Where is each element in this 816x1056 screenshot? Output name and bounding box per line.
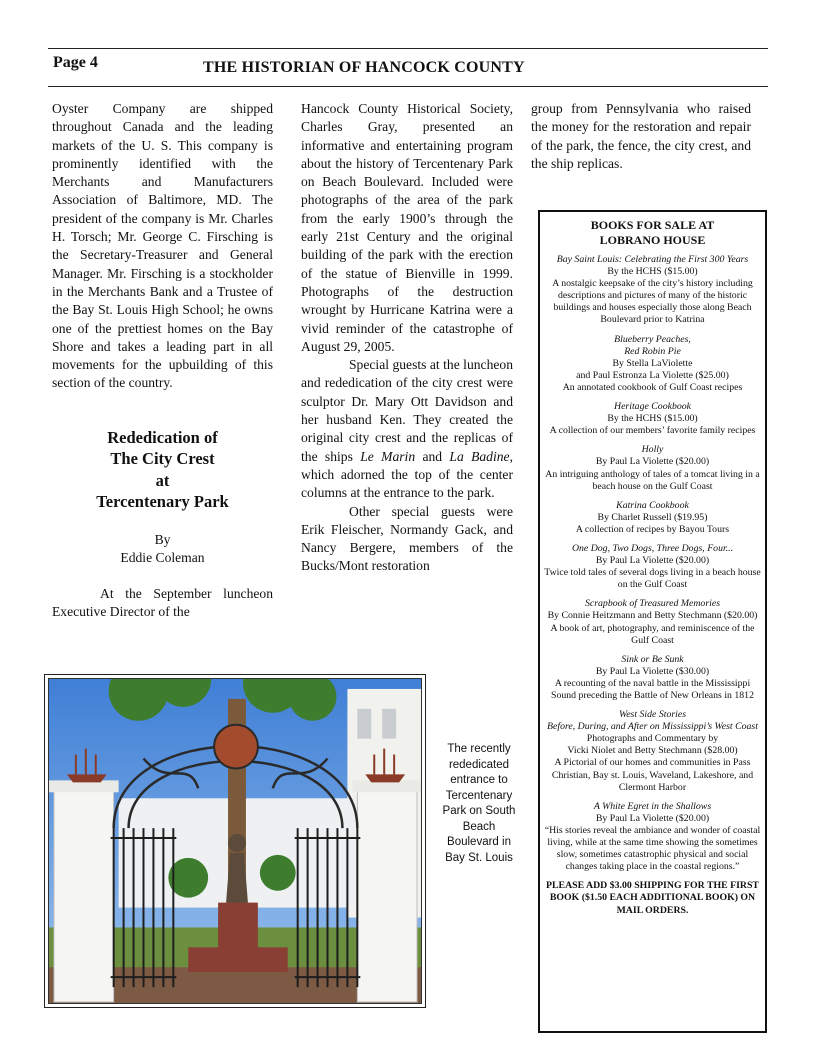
article-paragraph bbox=[301, 356, 513, 502]
article-paragraph: Hancock County Historical Society, Charles Gray, presented an informative and entertaining program about the history of Tercentenary Park on Beach Boulevard. Included were photographs of the area of the park from the early 1900’s through the early 21st Century and the original building of the park with the erection of the statue of Bienville in 1999. Photographs of the destruction wrought by Hurricane Katrina were a vivid reminder of the catastrophe of August 29, 2005. bbox=[301, 101, 513, 354]
header-bottom-rule bbox=[48, 86, 768, 87]
shipping-note: PLEASE ADD $3.00 SHIPPING FOR THE FIRST BOOK ($1.50 EACH ADDITIONAL BOOK) ON MAIL ORDERS. bbox=[546, 880, 759, 916]
book-detail: and Paul Estronza La Violette ($25.00) bbox=[576, 369, 729, 381]
book-entry bbox=[544, 598, 761, 646]
book-list bbox=[544, 254, 761, 873]
text-run: , which adorned the top of the center columns at the entrance to the park. bbox=[301, 448, 513, 501]
book-title: Blueberry Peaches, bbox=[614, 333, 691, 345]
book-detail: By Connie Heitzmann and Betty Stechmann ($20.00) bbox=[547, 610, 758, 622]
book-title: Katrina Cookbook bbox=[616, 499, 689, 511]
headline-line: Tercentenary Park bbox=[96, 492, 229, 512]
book-title: Scrapbook of Treasured Memories bbox=[584, 598, 721, 610]
byline-by: By bbox=[154, 531, 171, 547]
headline-line: at bbox=[155, 470, 170, 490]
book-title: One Dog, Two Dogs, Three Dogs, Four... bbox=[571, 542, 734, 554]
book-entry bbox=[544, 709, 761, 794]
book-detail: By Stella LaViolette bbox=[612, 357, 693, 369]
book-title: West Side Stories bbox=[618, 709, 687, 721]
book-entry bbox=[544, 543, 761, 591]
byline-author: Eddie Coleman bbox=[120, 549, 205, 565]
photo-caption: The recently rededicated entrance to Tercentenary Park on South Beach Boulevard in Bay St. Louis bbox=[442, 743, 516, 864]
book-detail: Vicki Niolet and Betty Stechmann ($28.00) bbox=[567, 745, 738, 757]
book-detail: A book of art, photography, and reminiscence of the Gulf Coast bbox=[550, 622, 755, 646]
top-rule bbox=[48, 48, 768, 49]
column-1 bbox=[52, 100, 273, 621]
book-detail: A nostalgic keepsake of the city’s history including descriptions and pictures of many of the historic buildings and houses especially those along Beach Boulevard prior to Katrina bbox=[552, 278, 753, 326]
book-entry bbox=[544, 401, 761, 437]
headline-line: Rededication of bbox=[107, 427, 218, 447]
article-paragraph: Other special guests were Erik Fleischer, Normandy Gack, and Nancy Bergere, members of the Bucks/Mont restoration bbox=[301, 503, 513, 574]
book-entry bbox=[544, 500, 761, 536]
book-detail: By Paul La Violette ($20.00) bbox=[595, 812, 710, 824]
book-title: Bay Saint Louis: Celebrating the First 300 Years bbox=[556, 254, 749, 265]
book-detail: A collection of our members’ favorite family recipes bbox=[549, 425, 756, 437]
book-entry bbox=[544, 801, 761, 874]
book-entry bbox=[544, 654, 761, 702]
headline-line: The City Crest bbox=[110, 449, 215, 469]
book-detail: An intriguing anthology of tales of a tomcat living in a beach house on the Gulf Coast bbox=[545, 468, 760, 492]
masthead-title: THE HISTORIAN OF HANCOCK COUNTY bbox=[203, 59, 525, 76]
book-entry bbox=[544, 334, 761, 394]
book-detail: By Paul La Violette ($30.00) bbox=[595, 665, 710, 677]
book-detail: Twice told tales of several dogs living in a beach house on the Gulf Coast bbox=[544, 567, 761, 591]
article-headline bbox=[52, 427, 273, 513]
text-run: and bbox=[415, 448, 450, 464]
book-detail: “His stories reveal the ambiance and wonder of coastal living, while at the same time showing the sometimes slow, sometimes catastrophic physical and social changes taking place in the coastal regions.” bbox=[544, 824, 761, 873]
text-run: Special guests at the luncheon and rededication of the city crest were sculptor Dr. Mary Ott Davidson and her husband Ken. They created the original city crest and the replicas of the ships bbox=[301, 357, 513, 464]
book-title: Before, During, and After on Mississippi’s West Coast bbox=[547, 721, 758, 733]
column-2 bbox=[301, 100, 513, 576]
book-detail: By the HCHS ($15.00) bbox=[607, 413, 698, 425]
book-title: Holly bbox=[641, 444, 664, 456]
book-title: Sink or Be Sunk bbox=[621, 653, 684, 665]
book-detail: Photographs and Commentary by bbox=[586, 733, 719, 745]
book-entry bbox=[544, 444, 761, 492]
book-title: Red Robin Pie bbox=[624, 345, 681, 357]
column-3 bbox=[531, 100, 751, 173]
books-heading-line: LOBRANO HOUSE bbox=[599, 233, 706, 247]
oyster-company-paragraph: Oyster Company are shipped throughout Canada and the leading markets of the U. S. This company is prominently identified with the Merchants and Manufacturers Association of Baltimore, MD. The president of the company is Mr. Charles H. Torsch; Mr. George C. Firsching is the Secretary-Treasurer and General Manager. Mr. Firsching is a stockholder in the Merchants Bank and a Trustee of the Bay St. Louis High School; he owns one of the prettiest homes on the Bay Shore and takes a leading part in all movements for the upbuilding of this section of the country. bbox=[52, 101, 273, 391]
books-for-sale-box bbox=[538, 210, 767, 1033]
book-detail: By the HCHS ($15.00) bbox=[607, 266, 698, 278]
book-entry bbox=[544, 254, 761, 327]
books-heading-line: BOOKS FOR SALE AT bbox=[590, 218, 715, 232]
ship-name: La Badine bbox=[449, 448, 510, 464]
ship-name: Le Marin bbox=[360, 448, 416, 464]
book-detail: A recounting of the naval battle in the Mississippi Sound preceding the Battle of New Orleans in 1812 bbox=[551, 677, 754, 701]
article-paragraph: group from Pennsylvania who raised the money for the restoration and repair of the park, the fence, the city crest, and the ship replicas. bbox=[531, 101, 751, 171]
book-title: A White Egret in the Shallows bbox=[593, 800, 712, 812]
byline bbox=[52, 531, 273, 567]
books-heading bbox=[544, 218, 761, 248]
book-detail: A collection of recipes by Bayou Tours bbox=[575, 523, 730, 535]
book-detail: By Paul La Violette ($20.00) bbox=[595, 456, 710, 468]
book-title: Heritage Cookbook bbox=[614, 401, 691, 413]
article-opening: At the September luncheon Executive Director of the bbox=[52, 585, 273, 620]
book-detail: By Charlet Russell ($19.95) bbox=[597, 511, 708, 523]
book-detail: An annotated cookbook of Gulf Coast recipes bbox=[562, 381, 743, 393]
park-entrance-photo bbox=[48, 678, 422, 1004]
photo-frame bbox=[44, 674, 426, 1008]
page-number: Page 4 bbox=[53, 54, 98, 71]
book-detail: By Paul La Violette ($20.00) bbox=[595, 555, 710, 567]
book-detail: A Pictorial of our homes and communities in Pass Christian, Bay st. Louis, Waveland, Lakeshore, and Clermont Harbor bbox=[551, 757, 754, 793]
